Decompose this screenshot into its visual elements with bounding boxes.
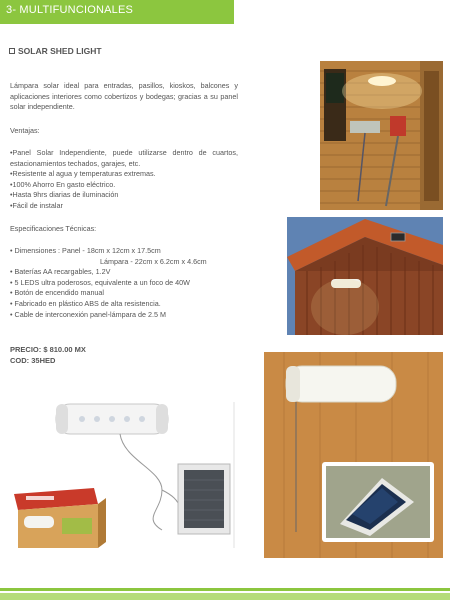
ventaja-item: •Hasta 9hrs diarias de iluminación bbox=[10, 190, 119, 200]
cabin-illustration bbox=[320, 61, 443, 210]
spec-item: • Botón de encendido manual bbox=[10, 288, 105, 298]
photo-shed-exterior bbox=[287, 217, 443, 335]
price-text: PRECIO: $ 810.00 MX bbox=[10, 345, 86, 354]
shed-illustration bbox=[287, 217, 443, 335]
specs-heading: Especificaciones Técnicas: bbox=[10, 224, 97, 233]
product-title-text: SOLAR SHED LIGHT bbox=[18, 46, 102, 56]
spec-item: • Fabricado en plástico ABS de alta resistencia. bbox=[10, 298, 161, 308]
ventaja-item: •100% Ahorro En gasto eléctrico. bbox=[10, 179, 116, 189]
spec-dimensions-lamp: Lámpara - 22cm x 6.2cm x 4.6cm bbox=[100, 256, 207, 266]
spec-dimensions-panel: • Dimensiones : Panel - 18cm x 12cm x 17.5cm bbox=[10, 246, 161, 255]
ventajas-list bbox=[10, 148, 238, 212]
specs-list bbox=[10, 246, 238, 320]
footer-bar bbox=[0, 593, 450, 600]
spec-item: • Cable de interconexión panel-lámpara de 2.5 M bbox=[10, 309, 166, 319]
product-code: COD: 35HED bbox=[10, 355, 56, 365]
footer-divider bbox=[0, 588, 450, 591]
product-description: Lámpara solar ideal para entradas, pasillos, kioskos, balcones y aplicaciones interiores como cobertizos y bodegas; gracias a su panel solar independiente. bbox=[10, 81, 238, 112]
photo-cabin-interior bbox=[320, 61, 443, 210]
ventaja-item: •Resistente al agua y temperaturas extremas. bbox=[10, 169, 156, 179]
wall-lamp-illustration bbox=[264, 352, 443, 558]
ventaja-item: •Fácil de instalar bbox=[10, 200, 63, 210]
price-block bbox=[10, 345, 238, 366]
ventaja-item: •Panel Solar Independiente, puede utilizarse dentro de cuartos, estacionamientos techados, garajes, etc. bbox=[10, 148, 238, 168]
ventajas-heading: Ventajas: bbox=[10, 126, 40, 135]
spec-item: • Baterías AA recargables, 1.2V bbox=[10, 267, 111, 277]
section-header-bar bbox=[0, 0, 234, 24]
photo-wall-lamp bbox=[264, 352, 443, 558]
spec-item: • 5 LEDS ultra poderosos, equivalente a un foco de 40W bbox=[10, 277, 190, 287]
section-title: 3- MULTIFUNCIONALES bbox=[6, 4, 134, 16]
photo-product-set bbox=[12, 400, 237, 550]
checkbox-bullet-icon bbox=[9, 48, 15, 54]
product-set-illustration bbox=[12, 400, 237, 550]
product-title bbox=[9, 46, 102, 56]
